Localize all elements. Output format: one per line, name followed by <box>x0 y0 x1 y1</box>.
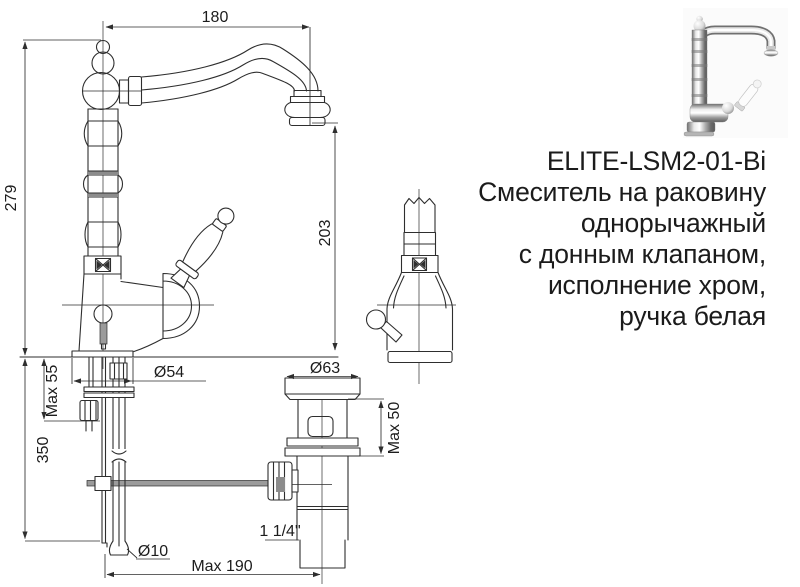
popup-stem-tip <box>102 344 106 349</box>
product-description-line-5: ручка белая <box>619 301 766 331</box>
outlet-ring-upper <box>294 91 321 97</box>
column-band-upper <box>88 172 118 176</box>
column-band-lower <box>88 194 118 198</box>
body-outline <box>79 274 163 352</box>
outlet-lip <box>290 118 326 126</box>
dim-label-deck-max: Max 55 <box>44 364 61 418</box>
dim-label-drain-deck-max: Max 50 <box>386 401 403 455</box>
dim-label-under-depth: 350 <box>35 436 52 464</box>
product-photo <box>683 8 788 138</box>
dim-label-base-diameter: Ø54 <box>153 364 185 381</box>
outlet-bulge <box>285 103 330 118</box>
drain-neck <box>298 400 347 439</box>
photo-column <box>692 30 707 114</box>
dim-label-spout-reach: 180 <box>201 9 229 26</box>
photo-spout-outlet <box>764 50 778 56</box>
mounting-hardware <box>80 357 270 555</box>
product-description-line-1: Смеситель на раковину <box>478 177 766 207</box>
side-view-drawing <box>367 189 457 384</box>
drain-body <box>297 456 348 540</box>
lever-handle-front <box>167 202 240 290</box>
popup-stem <box>100 323 107 344</box>
dim-label-total-height: 279 <box>3 184 20 212</box>
side-base-flange <box>388 352 452 363</box>
outlet-ring-lower <box>291 97 325 103</box>
dim-label-spout-height: 203 <box>317 219 334 247</box>
side-column-break <box>405 198 436 206</box>
dim-label-drain-thread: 1 1/4" <box>259 523 301 540</box>
spout-tube <box>142 44 319 103</box>
drain-tailpipe <box>300 540 345 568</box>
side-lever-ball <box>367 310 386 329</box>
base-plate <box>72 351 133 357</box>
dim-label-rod-diameter: Ø10 <box>137 543 169 560</box>
drain-valve-drawing <box>268 378 360 584</box>
dim-label-rod-length: Max 190 <box>191 558 253 575</box>
product-info <box>478 146 766 332</box>
product-code: ELITE-LSM2-01-Bi <box>546 146 766 176</box>
drain-washer-lower <box>285 448 360 456</box>
drain-flange <box>285 378 360 400</box>
dim-label-drain-diameter: Ø63 <box>309 360 341 377</box>
spout-connector-neck <box>120 80 129 103</box>
product-description-line-3: с донным клапаном, <box>518 239 766 269</box>
product-description-line-4: исполнение хром, <box>547 270 766 300</box>
photo-base <box>684 132 714 136</box>
side-column <box>404 205 436 256</box>
drain-overflow-hole <box>308 417 333 437</box>
dimension-lines <box>3 9 403 578</box>
drain-washer-upper <box>287 438 358 446</box>
tee-connector <box>292 470 298 492</box>
front-view-centerlines <box>62 21 214 369</box>
product-description-line-2: однорычажный <box>580 208 766 238</box>
